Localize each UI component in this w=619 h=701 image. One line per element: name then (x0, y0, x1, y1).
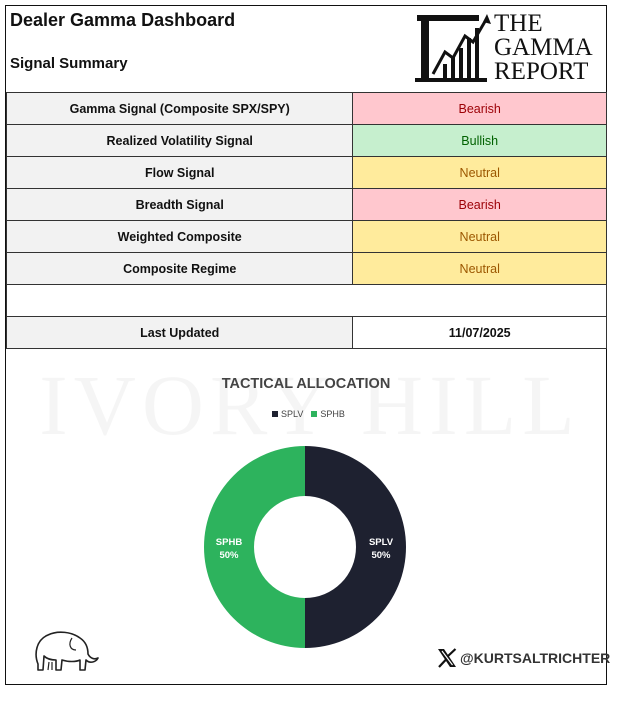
signal-row (7, 93, 607, 125)
legend-item-splv (272, 409, 303, 419)
x-logo-icon (436, 648, 458, 668)
logo-line-1: THE (494, 10, 543, 37)
signal-value: Neutral (353, 253, 607, 285)
chart-title: TACTICAL ALLOCATION (221, 376, 391, 392)
last-updated-row (7, 317, 607, 349)
slice-label-name: SPHB (215, 537, 243, 548)
logo-wordmark (494, 12, 593, 84)
signal-value: Bearish (353, 93, 607, 125)
signal-row (7, 157, 607, 189)
social-handle-text: @KURTSALTRICHTER (460, 650, 611, 666)
logo-line-2: GAMMA (494, 34, 593, 61)
elephant-icon (28, 624, 102, 674)
ivory-hill-watermark (30, 355, 590, 455)
social-handle[interactable] (436, 648, 610, 668)
allocation-donut-chart (200, 442, 410, 652)
spacer-row (7, 285, 607, 317)
signal-label: Gamma Signal (Composite SPX/SPY) (7, 93, 353, 125)
signal-label: Flow Signal (7, 157, 353, 189)
signal-label: Composite Regime (7, 253, 353, 285)
signal-table (6, 92, 607, 349)
chart-legend (272, 409, 345, 419)
slice-label-name: SPLV (368, 537, 394, 548)
legend-item-sphb (311, 409, 345, 419)
legend-swatch (311, 411, 317, 417)
last-updated-label: Last Updated (7, 317, 353, 349)
logo-line-3: REPORT (494, 58, 589, 85)
slice-label-value: 50% (219, 550, 239, 561)
page-title: Dealer Gamma Dashboard (10, 10, 236, 30)
last-updated-value: 11/07/2025 (353, 317, 607, 349)
signal-row (7, 189, 607, 221)
signal-value: Neutral (353, 157, 607, 189)
legend-label: SPLV (281, 409, 304, 419)
signal-row (7, 221, 607, 253)
spacer-cell (7, 285, 607, 317)
signal-value: Bearish (353, 189, 607, 221)
legend-label: SPHB (320, 409, 345, 419)
signal-row (7, 125, 607, 157)
signal-row (7, 253, 607, 285)
signal-label: Weighted Composite (7, 221, 353, 253)
signal-label: Breadth Signal (7, 189, 353, 221)
signal-value: Neutral (353, 221, 607, 253)
legend-swatch (272, 411, 278, 417)
signal-label: Realized Volatility Signal (7, 125, 353, 157)
section-subtitle: Signal Summary (10, 55, 128, 72)
signal-value: Bullish (353, 125, 607, 157)
slice-label-value: 50% (371, 550, 391, 561)
